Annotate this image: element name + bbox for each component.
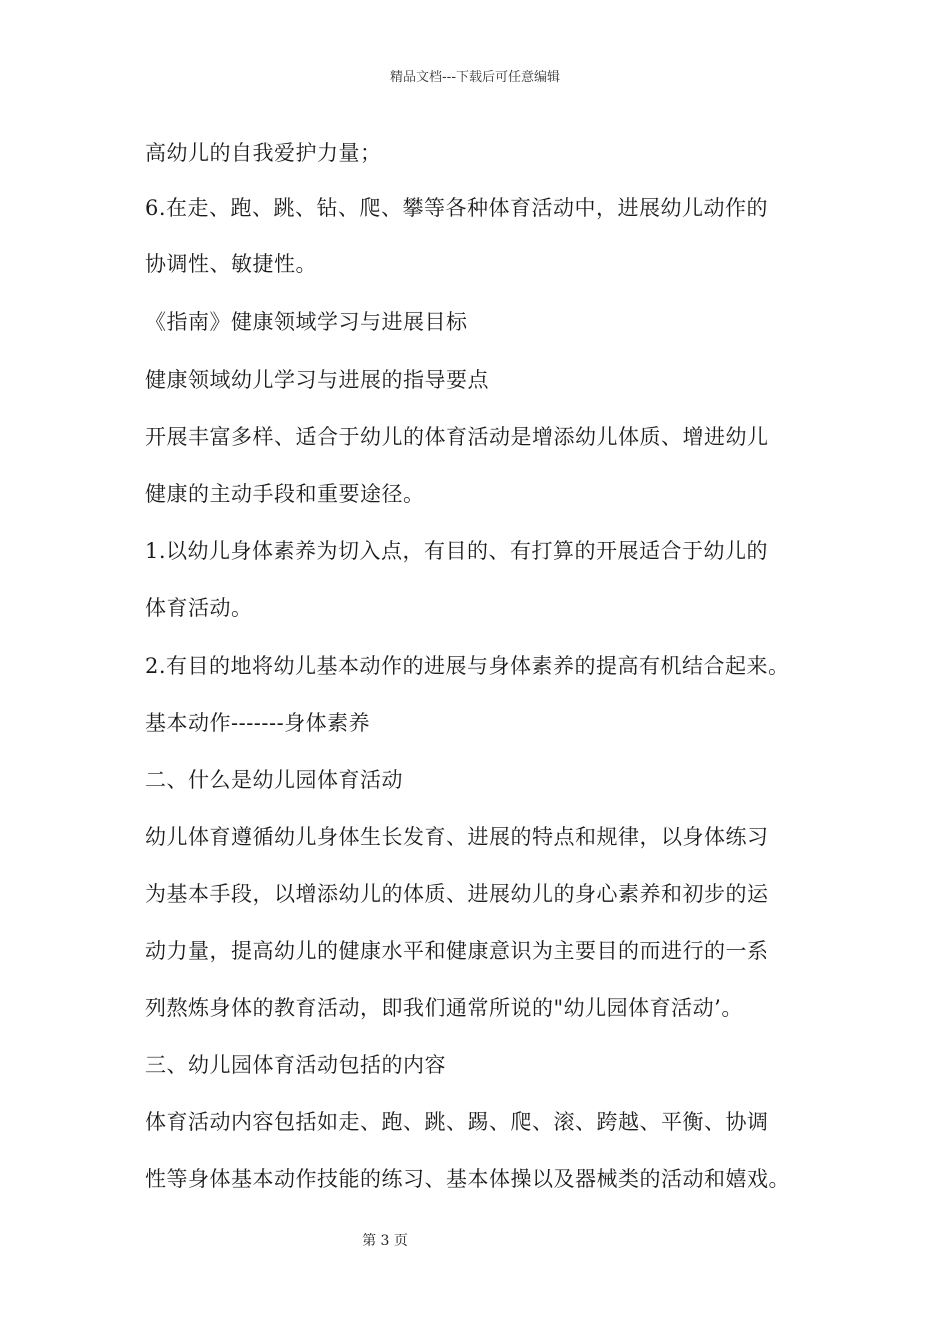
page-number: 第 3 页 — [362, 1233, 408, 1249]
paragraph-line: 高幼儿的自我爱护力量； — [145, 141, 382, 165]
paragraph-line: 健康的主动手段和重要途径。 — [145, 482, 425, 506]
paragraph-line: 列熬炼身体的教育活动，即我们通常所说的"幼儿园体育活动’。 — [145, 996, 743, 1020]
section-heading: 三、幼儿园体育活动包括的内容 — [145, 1053, 446, 1077]
paragraph-line: 基本动作-------身体素养 — [145, 711, 371, 735]
page-header: 精品文档---下载后可任意编辑 — [389, 70, 561, 85]
paragraph-line: 性等身体基本动作技能的练习、基本体操以及器械类的活动和嬉戏。 — [145, 1167, 790, 1191]
section-heading: 《指南》健康领域学习与进展目标 — [145, 310, 468, 334]
paragraph-line: 动力量，提高幼儿的健康水平和健康意识为主要目的而进行的一系 — [145, 939, 769, 963]
paragraph-line: 1.以幼儿身体素养为切入点，有目的、有打算的开展适合于幼儿的 — [145, 539, 769, 563]
paragraph-line: 体育活动内容包括如走、跑、跳、踢、爬、滚、跨越、平衡、协调 — [145, 1110, 769, 1134]
paragraph-line: 协调性、敏捷性。 — [145, 252, 317, 276]
section-heading: 二、什么是幼儿园体育活动 — [145, 768, 403, 792]
paragraph-line: 为基本手段，以增添幼儿的体质、进展幼儿的身心素养和初步的运 — [145, 882, 769, 906]
paragraph-line: 体育活动。 — [145, 596, 253, 620]
paragraph-line: 6.在走、跑、跳、钻、爬、攀等各种体育活动中，进展幼儿动作的 — [145, 196, 769, 220]
section-heading: 健康领域幼儿学习与进展的指导要点 — [145, 368, 489, 392]
paragraph-line: 开展丰富多样、适合于幼儿的体育活动是增添幼儿体质、增进幼儿 — [145, 425, 769, 449]
paragraph-line: 幼儿体育遵循幼儿身体生长发育、进展的特点和规律，以身体练习 — [145, 825, 769, 849]
paragraph-line: 2.有目的地将幼儿基本动作的进展与身体素养的提高有机结合起来。 — [145, 654, 790, 678]
